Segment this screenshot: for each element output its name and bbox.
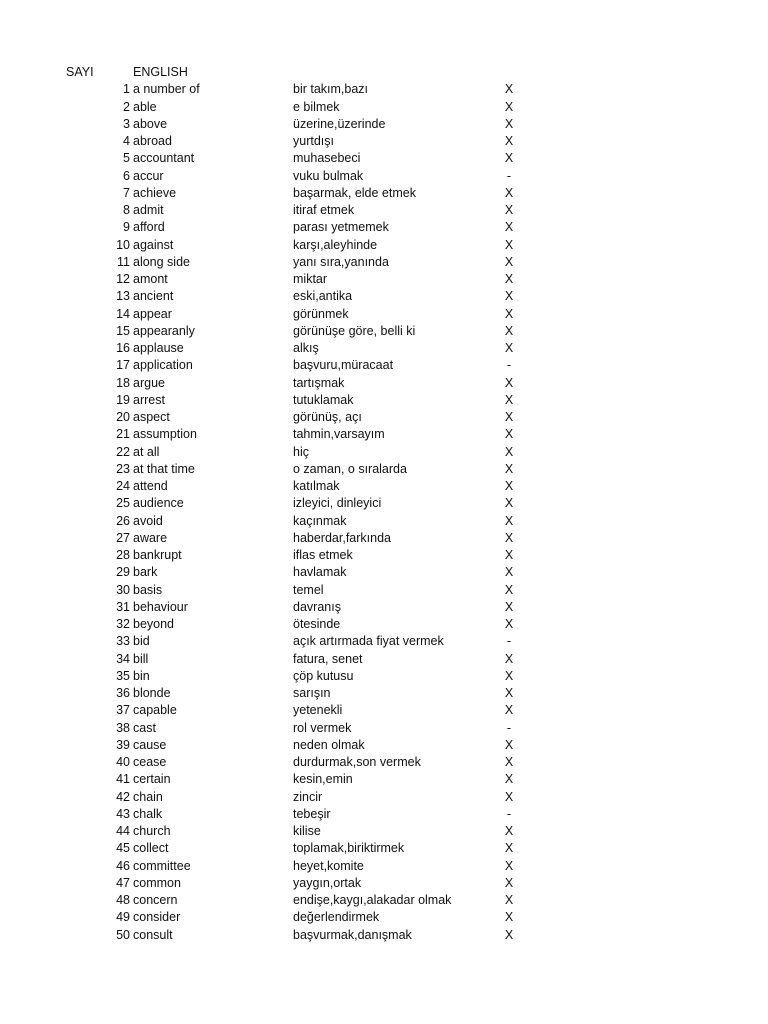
turkish-translation: üzerine,üzerinde [293,116,386,131]
english-word: chain [133,789,163,804]
table-row [0,823,768,840]
row-number: 11 [117,254,130,269]
table-row [0,737,768,754]
table-row [0,771,768,788]
status-mark: X [504,686,514,700]
row-number: 8 [123,203,130,217]
status-mark: X [504,668,514,683]
english-word: above [133,116,168,131]
status-mark: X [504,306,514,321]
english-word: committee [133,858,191,873]
row-number: 12 [116,272,130,286]
turkish-translation: haberdar,farkında [293,530,391,545]
row-number: 43 [116,806,130,821]
table-row [0,582,768,599]
table-row [0,375,768,392]
english-word: afford [133,220,165,235]
english-word: appear [133,306,172,321]
table-row [0,323,768,340]
row-number: 4 [123,134,130,148]
english-word: bill [133,651,149,666]
english-word: bin [133,668,150,683]
status-mark: X [504,582,514,597]
vocabulary-rows [0,81,768,944]
turkish-translation: muhasebeci [293,151,361,166]
row-number: 9 [123,220,130,235]
status-mark: X [504,513,514,528]
turkish-translation: parası yetmemek [293,220,389,235]
turkish-translation: miktar [293,272,328,286]
row-number: 18 [116,375,130,390]
vocabulary-sheet [0,64,768,944]
table-row [0,633,768,650]
status-mark: X [504,461,514,476]
english-word: concern [133,893,178,907]
table-row [0,461,768,478]
turkish-translation: yaygın,ortak [293,875,362,890]
table-row [0,478,768,495]
status-mark: X [504,565,514,580]
english-word: basis [133,582,163,597]
status-mark: X [504,530,514,545]
row-number: 44 [116,824,130,838]
table-row [0,513,768,530]
header-number: SAYI [66,65,94,79]
row-number: 14 [116,306,130,321]
table-row [0,840,768,857]
turkish-translation: çöp kutusu [293,668,354,683]
turkish-translation: endişe,kaygı,alakadar olmak [293,893,452,907]
status-mark: - [506,634,512,649]
row-number: 37 [116,703,130,718]
english-word: accountant [133,151,195,166]
turkish-translation: başvuru,müracaat [293,358,394,373]
turkish-translation: heyet,komite [293,858,364,873]
table-row [0,668,768,685]
english-word: attend [133,479,168,493]
english-word: abroad [133,134,172,148]
english-word: common [133,875,181,890]
table-row [0,392,768,409]
turkish-translation: zincir [293,789,323,804]
status-mark: X [504,254,514,269]
turkish-translation: görünüş, açı [293,410,362,424]
table-row [0,927,768,944]
english-word: at all [133,444,160,459]
status-mark: X [504,82,514,97]
table-row [0,340,768,357]
turkish-translation: davranış [293,599,341,614]
row-number: 35 [116,668,130,683]
turkish-translation: izleyici, dinleyici [293,496,382,511]
row-number: 45 [116,841,130,856]
status-mark: X [504,341,514,355]
status-mark: - [506,720,512,735]
table-row [0,702,768,719]
row-number: 3 [123,116,130,131]
row-number: 2 [123,99,130,114]
english-word: achieve [133,185,177,200]
row-number: 10 [116,237,130,252]
row-number: 16 [116,341,130,355]
status-mark: X [504,479,514,493]
status-mark: X [504,134,514,148]
turkish-translation: tahmin,varsayım [293,427,385,442]
status-mark: - [506,358,512,373]
status-mark: X [504,703,514,718]
status-mark: X [504,323,514,338]
row-number: 41 [116,772,130,787]
status-mark: X [504,203,514,217]
status-mark: X [504,548,514,562]
english-word: capable [133,703,177,718]
english-word: collect [133,841,169,856]
row-number: 28 [116,548,130,562]
table-row [0,789,768,806]
english-word: a number of [133,82,200,97]
turkish-translation: e bilmek [293,99,340,114]
status-mark: X [504,375,514,390]
table-row [0,202,768,219]
row-number: 30 [116,582,130,597]
turkish-translation: itiraf etmek [293,203,355,217]
status-mark: X [504,910,514,925]
turkish-translation: ötesinde [293,617,341,631]
english-word: arrest [133,392,165,407]
row-number: 19 [116,392,130,407]
turkish-translation: tebeşir [293,806,331,821]
turkish-translation: yetenekli [293,703,343,718]
english-word: aspect [133,410,170,424]
turkish-translation: başvurmak,danışmak [293,927,412,942]
table-row [0,754,768,771]
row-number: 25 [116,496,130,511]
table-row [0,133,768,150]
status-mark: X [504,427,514,442]
table-row [0,185,768,202]
english-word: bankrupt [133,548,182,562]
table-row [0,685,768,702]
row-number: 5 [123,151,130,166]
row-number: 48 [116,893,130,907]
status-mark: X [504,99,514,114]
status-mark: X [504,858,514,873]
english-word: amont [133,272,168,286]
turkish-translation: karşı,aleyhinde [293,237,378,252]
turkish-translation: yurtdışı [293,134,334,148]
english-word: certain [133,772,171,787]
turkish-translation: görünmek [293,306,349,321]
table-row [0,357,768,374]
status-mark: X [504,617,514,631]
english-word: blonde [133,686,171,700]
row-number: 27 [116,530,130,545]
row-number: 26 [116,513,130,528]
english-word: bark [133,565,158,580]
row-number: 32 [116,617,130,631]
english-word: cease [133,755,167,769]
status-mark: X [504,737,514,752]
table-row [0,168,768,185]
status-mark: X [504,185,514,200]
table-row [0,599,768,616]
status-mark: X [504,116,514,131]
turkish-translation: tutuklamak [293,392,354,407]
turkish-translation: rol vermek [293,720,352,735]
english-word: church [133,824,171,838]
row-number: 34 [116,651,130,666]
english-word: chalk [133,806,163,821]
english-word: application [133,358,193,373]
turkish-translation: temel [293,582,324,597]
table-row [0,150,768,167]
turkish-translation: bir takım,bazı [293,82,369,97]
status-mark: X [504,772,514,787]
row-number: 39 [116,737,130,752]
row-number: 24 [116,479,130,493]
turkish-translation: o zaman, o sıralarda [293,461,407,476]
row-number: 40 [116,755,130,769]
turkish-translation: sarışın [293,686,331,700]
english-word: beyond [133,617,175,631]
turkish-translation: neden olmak [293,737,365,752]
status-mark: X [504,841,514,856]
turkish-translation: başarmak, elde etmek [293,185,416,200]
english-word: assumption [133,427,197,442]
turkish-translation: vuku bulmak [293,168,364,183]
row-number: 22 [116,444,130,459]
row-number: 17 [116,358,130,373]
table-row [0,288,768,305]
english-word: avoid [133,513,163,528]
status-mark: X [504,893,514,907]
english-word: able [133,99,157,114]
status-mark: X [504,496,514,511]
table-row [0,219,768,236]
status-mark: X [504,927,514,942]
table-row [0,806,768,823]
turkish-translation: toplamak,biriktirmek [293,841,405,856]
table-row [0,271,768,288]
turkish-translation: iflas etmek [293,548,353,562]
table-row [0,564,768,581]
english-word: behaviour [133,599,188,614]
header-row [0,64,768,81]
row-number: 38 [116,720,130,735]
row-number: 1 [123,82,130,97]
table-row [0,81,768,98]
row-number: 49 [116,910,130,925]
turkish-translation: görünüşe göre, belli ki [293,323,416,338]
turkish-translation: havlamak [293,565,347,580]
row-number: 42 [116,789,130,804]
table-row [0,99,768,116]
english-word: argue [133,375,165,390]
status-mark: X [504,875,514,890]
table-row [0,254,768,271]
row-number: 21 [116,427,130,442]
turkish-translation: kaçınmak [293,513,347,528]
table-row [0,116,768,133]
status-mark: X [504,410,514,424]
row-number: 46 [116,858,130,873]
table-row [0,495,768,512]
row-number: 23 [116,461,130,476]
english-word: aware [133,530,168,545]
english-word: against [133,237,174,252]
turkish-translation: eski,antika [293,289,353,304]
english-word: audience [133,496,184,511]
row-number: 6 [123,168,130,183]
english-word: accur [133,168,164,183]
status-mark: X [504,289,514,304]
table-row [0,651,768,668]
english-word: consider [133,910,181,925]
english-word: at that time [133,461,195,476]
table-row [0,306,768,323]
turkish-translation: açık artırmada fiyat vermek [293,634,444,649]
row-number: 50 [116,927,130,942]
row-number: 33 [116,634,130,649]
status-mark: X [504,824,514,838]
status-mark: X [504,444,514,459]
turkish-translation: hiç [293,444,309,459]
status-mark: X [504,220,514,235]
english-word: admit [133,203,164,217]
english-word: applause [133,341,184,355]
english-word: along side [133,254,190,269]
english-word: appearanly [133,323,195,338]
status-mark: - [506,806,512,821]
english-word: bid [133,634,150,649]
row-number: 47 [116,875,130,890]
status-mark: X [504,272,514,286]
status-mark: X [504,789,514,804]
turkish-translation: alkış [293,341,319,355]
turkish-translation: kilise [293,824,321,838]
row-number: 7 [123,185,130,200]
table-row [0,426,768,443]
status-mark: X [504,599,514,614]
english-word: consult [133,927,173,942]
english-word: ancient [133,289,174,304]
turkish-translation: katılmak [293,479,340,493]
header-english: ENGLISH [133,65,188,79]
table-row [0,237,768,254]
table-row [0,858,768,875]
table-row [0,444,768,461]
turkish-translation: yanı sıra,yanında [293,254,389,269]
table-row [0,909,768,926]
status-mark: - [506,168,512,183]
table-row [0,875,768,892]
turkish-translation: fatura, senet [293,651,363,666]
turkish-translation: tartışmak [293,375,345,390]
row-number: 20 [116,410,130,424]
table-row [0,547,768,564]
table-row [0,616,768,633]
table-row [0,530,768,547]
status-mark: X [504,237,514,252]
english-word: cause [133,737,167,752]
row-number: 36 [116,686,130,700]
turkish-translation: durdurmak,son vermek [293,755,421,769]
row-number: 31 [116,599,130,614]
table-row [0,720,768,737]
row-number: 13 [116,289,130,304]
turkish-translation: kesin,emin [293,772,353,787]
table-row [0,892,768,909]
status-mark: X [504,755,514,769]
status-mark: X [504,151,514,166]
status-mark: X [504,392,514,407]
row-number: 15 [116,323,130,338]
status-mark: X [504,651,514,666]
table-row [0,409,768,426]
english-word: cast [133,720,156,735]
turkish-translation: değerlendirmek [293,910,380,925]
row-number: 29 [116,565,130,580]
